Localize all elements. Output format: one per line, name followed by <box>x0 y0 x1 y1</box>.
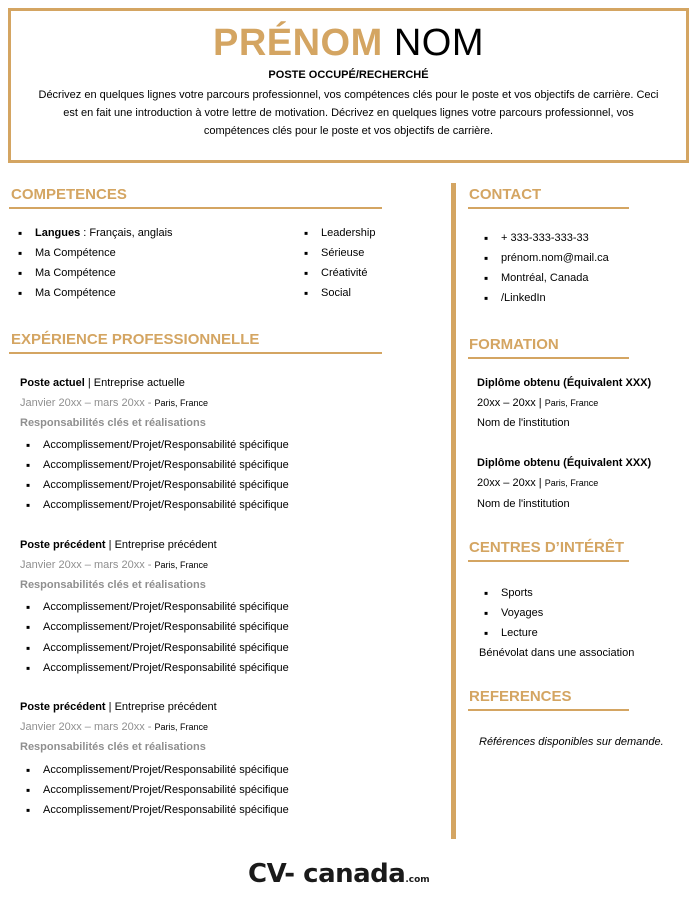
section-title-competences: COMPETENCES <box>11 186 127 203</box>
section-rule <box>468 560 629 562</box>
job-header: Poste précédent | Entreprise précédent <box>20 539 217 551</box>
section-rule <box>9 352 382 354</box>
last-name: NOM <box>393 22 484 64</box>
section-title-interests: CENTRES D’INTÉRÊT <box>469 539 625 556</box>
column-divider <box>451 183 456 839</box>
intro-text <box>25 86 672 140</box>
job-dates: Janvier 20xx – mars 20xx - Paris, France <box>20 397 209 409</box>
interest-item: ▪ Voyages <box>501 607 543 619</box>
skill-item: ▪ Ma Compétence <box>35 267 116 279</box>
header-box <box>8 8 689 163</box>
job-dates: Janvier 20xx – mars 20xx - Paris, France <box>20 559 209 571</box>
contact-linkedin: ▪ /LinkedIn <box>501 292 546 304</box>
section-rule <box>468 207 629 209</box>
section-title-experience: EXPÉRIENCE PROFESSIONNELLE <box>11 331 260 348</box>
full-name <box>11 23 686 63</box>
contact-email: ▪ prénom.nom@mail.ca <box>501 252 609 264</box>
cv-canada-logo: CV- canada.com <box>248 859 430 889</box>
job-item: ▪ Accomplissement/Projet/Responsabilité spécifique <box>43 459 289 471</box>
intro-line: est en fait une introduction à votre lettre de motivation. Décrivez en quelques lignes votre parcours professionnel, vos <box>63 107 634 119</box>
formation-degree: Diplôme obtenu (Équivalent XXX) <box>477 377 652 389</box>
job-item: ▪ Accomplissement/Projet/Responsabilité spécifique <box>43 479 289 491</box>
formation-years: 20xx – 20xx | Paris, France <box>477 397 599 409</box>
skill-item: ▪ Ma Compétence <box>35 247 116 259</box>
first-name: PRÉNOM <box>212 22 383 64</box>
intro-line: Décrivez en quelques lignes votre parcours professionnel, vos compétences clés pour le poste et vos objectifs de carrière. Ceci <box>38 89 659 101</box>
job-item: ▪ Accomplissement/Projet/Responsabilité spécifique <box>43 642 289 654</box>
job-header: Poste actuel | Entreprise actuelle <box>20 377 185 389</box>
interest-extra: Bénévolat dans une association <box>479 647 635 659</box>
references-text: Références disponibles sur demande. <box>479 736 664 748</box>
intro-line: compétences clés pour le poste et vos objectifs de carrière. <box>203 125 494 137</box>
job-title: POSTE OCCUPÉ/RECHERCHÉ <box>268 69 429 81</box>
job-item: ▪ Accomplissement/Projet/Responsabilité spécifique <box>43 601 289 613</box>
formation-years: 20xx – 20xx | Paris, France <box>477 477 599 489</box>
job-item: ▪ Accomplissement/Projet/Responsabilité spécifique <box>43 439 289 451</box>
job-responsibilities-label: Responsabilités clés et réalisations <box>20 579 206 591</box>
interest-item: ▪ Sports <box>501 587 533 599</box>
section-rule <box>468 709 629 711</box>
job-dates: Janvier 20xx – mars 20xx - Paris, France <box>20 721 209 733</box>
section-title-contact: CONTACT <box>469 186 542 203</box>
section-rule <box>468 357 629 359</box>
skill-item: ▪ Créativité <box>321 267 367 279</box>
formation-school: Nom de l'institution <box>477 498 570 510</box>
job-item: ▪ Accomplissement/Projet/Responsabilité spécifique <box>43 499 289 511</box>
job-item: ▪ Accomplissement/Projet/Responsabilité spécifique <box>43 662 289 674</box>
job-responsibilities-label: Responsabilités clés et réalisations <box>20 741 206 753</box>
section-rule <box>9 207 382 209</box>
skill-item: ▪ Langues : Français, anglais <box>35 227 173 239</box>
job-item: ▪ Accomplissement/Projet/Responsabilité spécifique <box>43 784 289 796</box>
job-item: ▪ Accomplissement/Projet/Responsabilité spécifique <box>43 804 289 816</box>
job-responsibilities-label: Responsabilités clés et réalisations <box>20 417 206 429</box>
section-title-references: REFERENCES <box>469 688 572 705</box>
formation-degree: Diplôme obtenu (Équivalent XXX) <box>477 457 652 469</box>
interest-item: ▪ Lecture <box>501 627 538 639</box>
skill-item: ▪ Social <box>321 287 351 299</box>
section-title-formation: FORMATION <box>469 336 559 353</box>
job-item: ▪ Accomplissement/Projet/Responsabilité spécifique <box>43 621 289 633</box>
job-header: Poste précédent | Entreprise précédent <box>20 701 217 713</box>
skill-item: ▪ Sérieuse <box>321 247 364 259</box>
formation-school: Nom de l'institution <box>477 417 570 429</box>
skill-item: ▪ Ma Compétence <box>35 287 116 299</box>
contact-location: ▪ Montréal, Canada <box>501 272 588 284</box>
contact-phone: ▪ + 333-333-333-33 <box>501 232 589 244</box>
job-item: ▪ Accomplissement/Projet/Responsabilité spécifique <box>43 764 289 776</box>
skill-item: ▪ Leadership <box>321 227 375 239</box>
